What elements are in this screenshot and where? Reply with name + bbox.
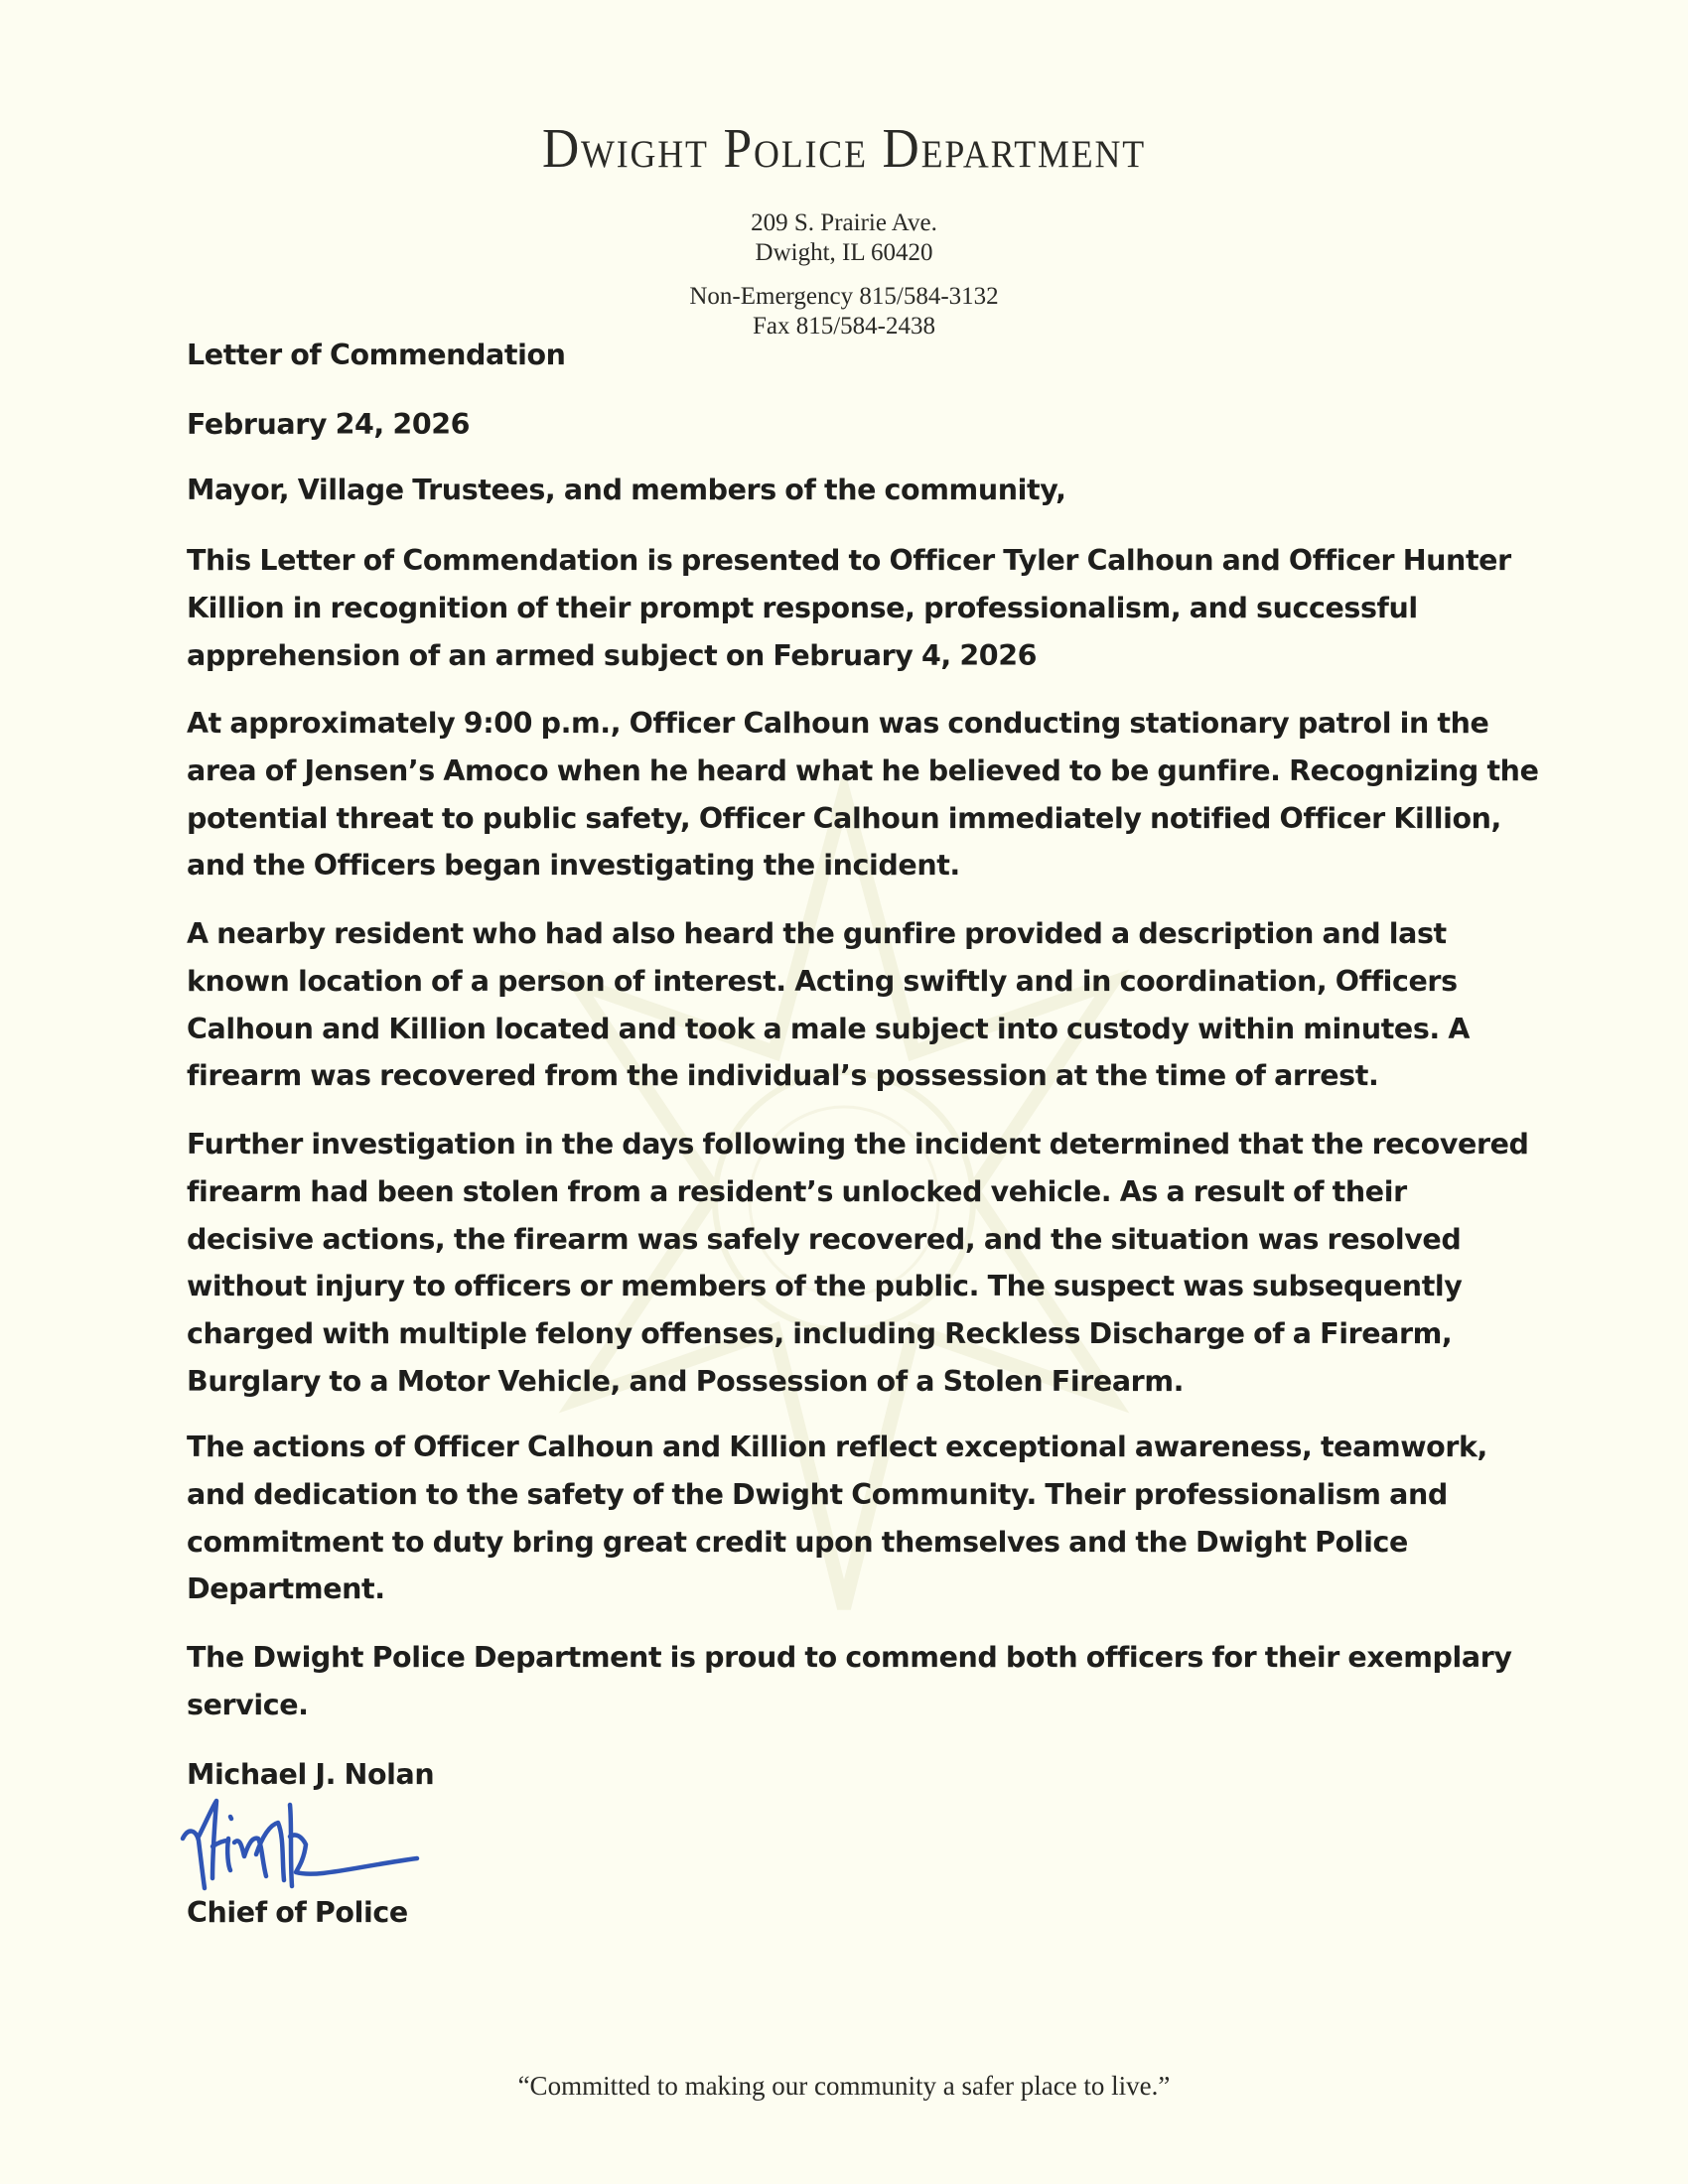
paragraph-line: At approximately 9:00 p.m., Officer Calhoun was conducting stationary patrol in the <box>187 707 1489 740</box>
letter-date: February 24, 2026 <box>187 408 471 441</box>
paragraph-line: Burglary to a Motor Vehicle, and Possession of a Stolen Firearm. <box>187 1364 1185 1398</box>
paragraph-line: potential threat to public safety, Officer Calhoun immediately notified Officer Killion, <box>187 801 1501 835</box>
handwritten-signature-icon <box>179 1797 437 1896</box>
paragraph-line: and the Officers began investigating the incident. <box>187 849 960 883</box>
address-city: Dwight, IL 60420 <box>755 239 933 266</box>
paragraph-line: decisive actions, the firearm was safely recovered, and the situation was resolved <box>187 1222 1462 1256</box>
paragraph-line: charged with multiple felony offenses, including Reckless Discharge of a Firearm, <box>187 1317 1453 1351</box>
department-name-title: Dwight Police Department <box>541 118 1147 180</box>
paragraph-line: firearm had been stolen from a resident’s unlocked vehicle. As a result of their <box>187 1174 1407 1208</box>
paragraph-line: without injury to officers or members of the public. The suspect was subsequently <box>187 1270 1463 1303</box>
letter-salutation: Mayor, Village Trustees, and members of the community, <box>187 474 1066 506</box>
paragraph-incident <box>187 700 1539 889</box>
address-street: 209 S. Prairie Ave. <box>751 209 937 236</box>
paragraph-line: The Dwight Police Department is proud to commend both officers for their exemplary <box>187 1641 1512 1674</box>
paragraph-line: known location of a person of interest. Acting swiftly and in coordination, Officers <box>187 964 1458 998</box>
paragraph-arrest <box>187 910 1497 1100</box>
letter-heading: Letter of Commendation <box>187 339 566 371</box>
signer-title: Chief of Police <box>187 1896 408 1929</box>
paragraph-recognition <box>187 1424 1497 1613</box>
paragraph-line: Department. <box>187 1572 385 1606</box>
paragraph-line: and dedication to the safety of the Dwight Community. Their professionalism and <box>187 1477 1448 1511</box>
paragraph-line: apprehension of an armed subject on February 4, 2026 <box>187 638 1038 672</box>
fax-number: Fax 815/584-2438 <box>752 313 936 340</box>
paragraph-line: service. <box>187 1688 309 1721</box>
footer-motto: “Committed to making our community a safer place to live.” <box>517 2071 1171 2101</box>
paragraph-line: Calhoun and Killion located and took a male subject into custody within minutes. A <box>187 1012 1471 1045</box>
paragraph-investigation <box>187 1121 1529 1406</box>
paragraph-line: The actions of Officer Calhoun and Killion reflect exceptional awareness, teamwork, <box>187 1431 1487 1463</box>
paragraph-commendation-intro <box>187 537 1511 679</box>
paragraph-line: firearm was recovered from the individual’s possession at the time of arrest. <box>187 1059 1379 1093</box>
paragraph-line: area of Jensen’s Amoco when he heard what he believed to be gunfire. Recognizing the <box>187 753 1539 787</box>
paragraph-line: Killion in recognition of their prompt response, professionalism, and successful <box>187 591 1418 624</box>
paragraph-line: Further investigation in the days following the incident determined that the recovered <box>187 1128 1529 1160</box>
paragraph-line: A nearby resident who had also heard the gunfire provided a description and last <box>187 917 1447 950</box>
non-emergency-phone: Non-Emergency 815/584-3132 <box>689 283 999 310</box>
signer-name: Michael J. Nolan <box>187 1758 435 1791</box>
paragraph-line: commitment to duty bring great credit upon themselves and the Dwight Police <box>187 1525 1408 1559</box>
paragraph-line: This Letter of Commendation is presented to Officer Tyler Calhoun and Officer Hunter <box>187 544 1511 577</box>
paragraph-closing <box>187 1634 1512 1729</box>
